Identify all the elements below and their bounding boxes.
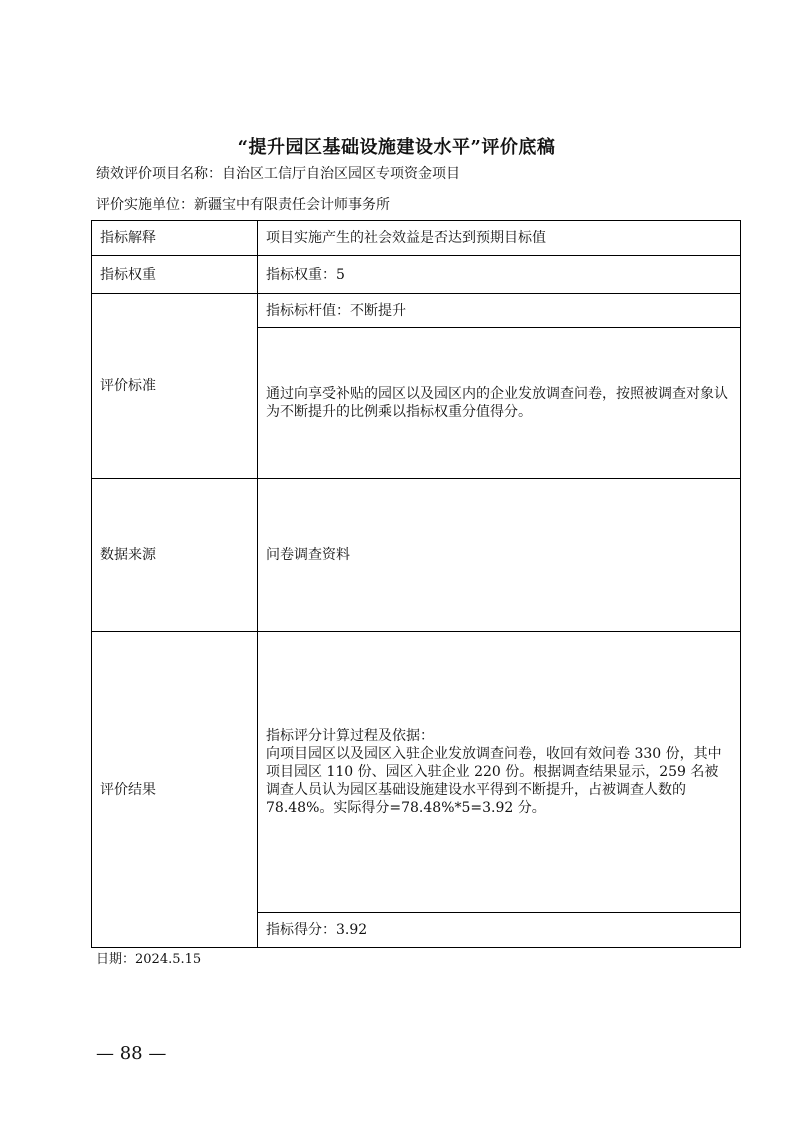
score-value: 指标得分：3.92 [258,913,741,948]
indicator-weight-value: 指标权重：5 [258,256,741,294]
table-row [92,632,741,913]
indicator-explanation-label: 指标解释 [92,221,258,256]
indicator-explanation-value: 项目实施产生的社会效益是否达到预期目标值 [258,221,741,256]
implementing-unit: 评价实施单位：新疆宝中有限责任会计师事务所 [96,197,390,213]
result-heading: 指标评分计算过程及依据： [266,728,434,744]
criteria-text: 通过向享受补贴的园区以及园区内的企业发放调查问卷，按照被调查对象认为不断提升的比例乘以指标权重分值得分。 [258,328,741,479]
project-name: 绩效评价项目名称：自治区工信厅自治区园区专项资金项目 [96,166,460,182]
table-row [92,294,741,328]
data-source-value: 问卷调查资料 [258,479,741,632]
result-label: 评价结果 [92,632,258,948]
data-source-label: 数据来源 [92,479,258,632]
page-title: “提升园区基础设施建设水平”评价底稿 [237,137,556,158]
table-row [92,256,741,294]
criteria-label: 评价标准 [92,294,258,479]
evaluation-table [91,220,741,948]
result-text: 向项目园区以及园区入驻企业发放调查问卷，收回有效问卷 330 份，其中项目园区 110 份、园区入驻企业 220 份。根据调查结果显示，259 名被调查人员认为园区基础设施建设水平得到不断提升，占被调查人数的 78.48%。实际得分=78.48%*5=3.92 分。 [266,746,722,816]
benchmark-value: 指标标杆值：不断提升 [258,294,741,328]
result-cell [258,632,741,913]
date: 日期：2024.5.15 [96,952,202,967]
indicator-weight-label: 指标权重 [92,256,258,294]
table-row [92,479,741,632]
table-row [92,221,741,256]
page-number: — 88 — [96,1043,167,1064]
